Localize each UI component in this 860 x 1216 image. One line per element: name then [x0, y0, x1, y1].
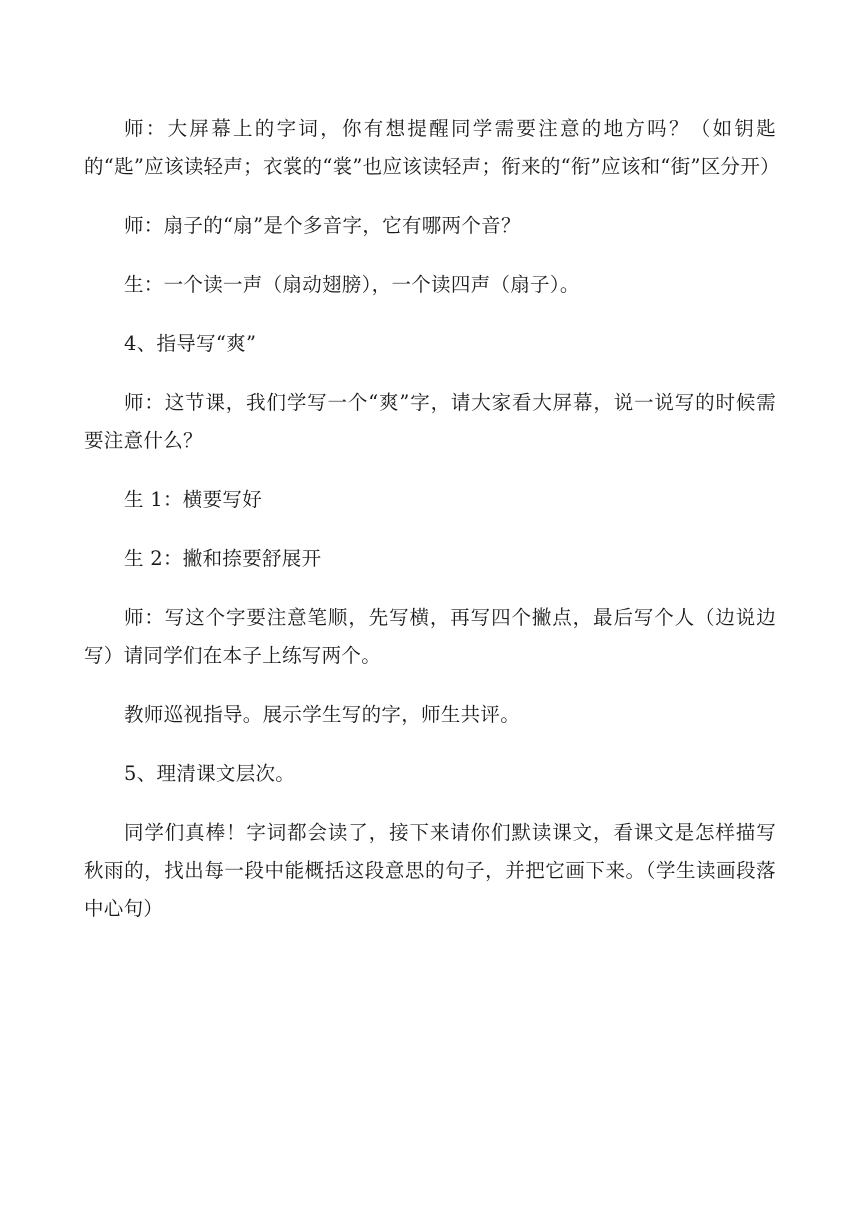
paragraph-student-2: 生 2：撇和捺要舒展开	[124, 547, 322, 570]
paragraph-reading-task: 同学们真棒！字词都会读了，接下来请你们默读课文，看课文是怎样描写秋雨的，找出每一段中能概括这段意思的句子，并把它画下来。（学生读画段落中心句）	[84, 821, 776, 920]
section-heading-structure: 5、理清课文层次。	[124, 762, 296, 785]
paragraph-teacher-stroke-order: 师：写这个字要注意笔顺，先写横，再写四个撇点，最后写个人（边说边写）请同学们在本子上练写两个。	[84, 606, 776, 667]
paragraph-teacher-question: 师：扇子的“扇”是个多音字，它有哪两个音？	[124, 214, 521, 237]
paragraph-teacher-instruction: 师：这节课，我们学写一个“爽”字，请大家看大屏幕，说一说写的时候需要注意什么？	[84, 391, 776, 452]
paragraph-teacher-review: 教师巡视指导。展示学生写的字，师生共评。	[124, 703, 521, 726]
paragraph-student-answer: 生：一个读一声（扇动翅膀），一个读四声（扇子）。	[124, 273, 580, 296]
paragraph-teacher-prompt: 师：大屏幕上的字词，你有想提醒同学需要注意的地方吗？（如钥匙的“匙”应该读轻声；衣裳的“裳”也应该读轻声；衔来的“衔”应该和“街”区分开）	[84, 117, 780, 178]
paragraph-student-1: 生 1：横要写好	[124, 488, 263, 511]
section-heading-writing: 4、指导写“爽”	[124, 332, 257, 355]
